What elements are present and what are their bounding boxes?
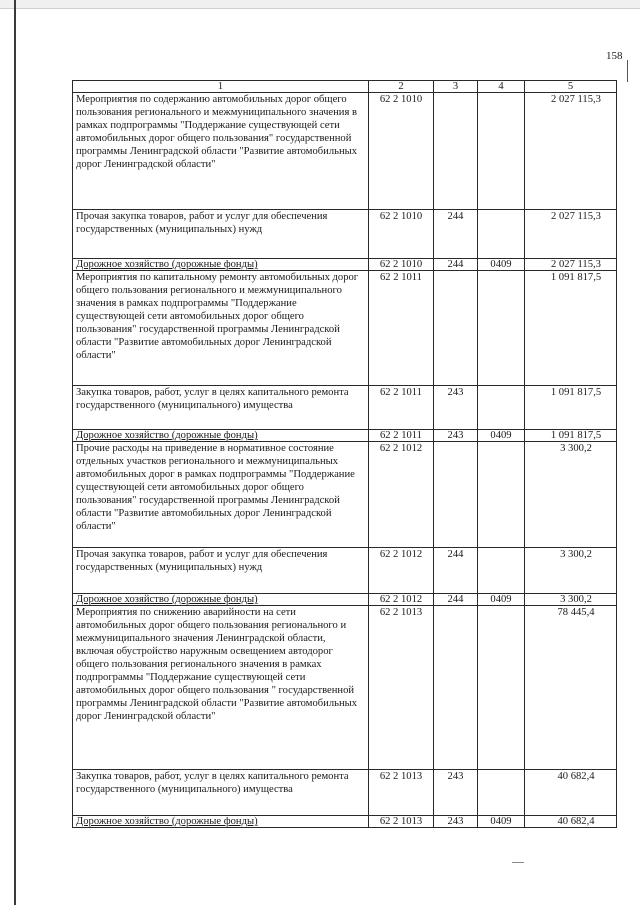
row-section (478, 386, 525, 430)
row-amount: 78 445,4 (525, 606, 617, 770)
row-expense-type (434, 271, 478, 386)
row-amount: 1 091 817,5 (525, 386, 617, 430)
scan-mark (512, 862, 524, 863)
table-row (73, 606, 617, 770)
row-target-code: 62 2 1012 (369, 594, 434, 606)
table-row (73, 210, 617, 259)
row-section (478, 93, 525, 210)
budget-table (72, 80, 617, 828)
table-row (73, 430, 617, 442)
row-description: Дорожное хозяйство (дорожные фонды) (73, 594, 369, 606)
row-description: Мероприятия по капитальному ремонту автомобильных дорог общего пользования регионального и межмуниципального значения в рамках подпрограммы "Поддержание существующей сети автомобильных дорог общего пользования" государственной программы Ленинградской области "Развитие автомобильных дорог Ленинградской области" (73, 271, 369, 386)
row-amount: 3 300,2 (525, 548, 617, 594)
row-amount: 2 027 115,3 (525, 210, 617, 259)
row-section: 0409 (478, 259, 525, 271)
row-description: Закупка товаров, работ, услуг в целях капитального ремонта государственного (муниципального) имущества (73, 770, 369, 816)
row-target-code: 62 2 1013 (369, 606, 434, 770)
row-target-code: 62 2 1010 (369, 259, 434, 271)
row-expense-type: 243 (434, 770, 478, 816)
row-target-code: 62 2 1012 (369, 548, 434, 594)
row-amount: 40 682,4 (525, 770, 617, 816)
page-top-edge (0, 0, 640, 9)
row-amount: 2 027 115,3 (525, 259, 617, 271)
row-expense-type: 244 (434, 594, 478, 606)
row-section (478, 606, 525, 770)
row-expense-type: 244 (434, 210, 478, 259)
row-amount: 40 682,4 (525, 816, 617, 828)
row-section (478, 770, 525, 816)
table-row (73, 594, 617, 606)
row-target-code: 62 2 1010 (369, 210, 434, 259)
row-target-code: 62 2 1013 (369, 770, 434, 816)
page-number: 158 (606, 50, 623, 62)
row-description: Мероприятия по снижению аварийности на сети автомобильных дорог общего пользования регионального и межмуниципального значения Ленинградской области, включая обустройство наружным освещением автодорог общего пользования регионального значения в рамках подпрограммы "Поддержание существующей сети автомобильных дорог общего пользования " государственной программы Ленинградской области "Развитие автомобильных дорог Ленинградской области" (73, 606, 369, 770)
row-description: Дорожное хозяйство (дорожные фонды) (73, 816, 369, 828)
table-row (73, 770, 617, 816)
row-target-code: 62 2 1011 (369, 386, 434, 430)
row-expense-type: 243 (434, 816, 478, 828)
row-section: 0409 (478, 594, 525, 606)
row-target-code: 62 2 1011 (369, 271, 434, 386)
row-target-code: 62 2 1011 (369, 430, 434, 442)
table-row (73, 548, 617, 594)
header-cell: 1 (73, 81, 369, 93)
row-target-code: 62 2 1012 (369, 442, 434, 548)
row-amount: 3 300,2 (525, 442, 617, 548)
row-expense-type (434, 442, 478, 548)
row-description: Прочая закупка товаров, работ и услуг для обеспечения государственных (муниципальных) нужд (73, 210, 369, 259)
row-target-code: 62 2 1010 (369, 93, 434, 210)
row-amount: 1 091 817,5 (525, 271, 617, 386)
header-cell: 2 (369, 81, 434, 93)
row-description: Прочая закупка товаров, работ и услуг для обеспечения государственных (муниципальных) нужд (73, 548, 369, 594)
row-amount: 3 300,2 (525, 594, 617, 606)
row-expense-type: 244 (434, 259, 478, 271)
row-section (478, 442, 525, 548)
row-amount: 1 091 817,5 (525, 430, 617, 442)
row-amount: 2 027 115,3 (525, 93, 617, 210)
row-section (478, 548, 525, 594)
table-row (73, 93, 617, 210)
row-section: 0409 (478, 816, 525, 828)
header-cell: 5 (525, 81, 617, 93)
margin-mark (627, 60, 628, 82)
row-description: Мероприятия по содержанию автомобильных дорог общего пользования регионального и межмуниципального значения в рамках подпрограммы "Поддержание существующей сети автомобильных дорог общего пользования" государственной программы Ленинградской области "Развитие автомобильных дорог Ленинградской области" (73, 93, 369, 210)
table-row (73, 386, 617, 430)
row-description: Прочие расходы на приведение в нормативное состояние отдельных участков регионального и межмуниципальных автомобильных дорог в рамках подпрограммы "Поддержание существующей сети автомобильных дорог общего пользования" государственной программы Ленинградской области "Развитие автомобильных дорог Ленинградской области" (73, 442, 369, 548)
row-section: 0409 (478, 430, 525, 442)
table-header-row (73, 81, 617, 93)
header-cell: 3 (434, 81, 478, 93)
row-expense-type (434, 93, 478, 210)
row-description: Закупка товаров, работ, услуг в целях капитального ремонта государственного (муниципального) имущества (73, 386, 369, 430)
page-left-edge (14, 0, 16, 905)
row-section (478, 210, 525, 259)
row-description: Дорожное хозяйство (дорожные фонды) (73, 259, 369, 271)
row-expense-type (434, 606, 478, 770)
table-row (73, 271, 617, 386)
table-row (73, 259, 617, 271)
header-cell: 4 (478, 81, 525, 93)
row-expense-type: 244 (434, 548, 478, 594)
row-section (478, 271, 525, 386)
row-description: Дорожное хозяйство (дорожные фонды) (73, 430, 369, 442)
row-target-code: 62 2 1013 (369, 816, 434, 828)
row-expense-type: 243 (434, 386, 478, 430)
table-row (73, 816, 617, 828)
table-row (73, 442, 617, 548)
row-expense-type: 243 (434, 430, 478, 442)
